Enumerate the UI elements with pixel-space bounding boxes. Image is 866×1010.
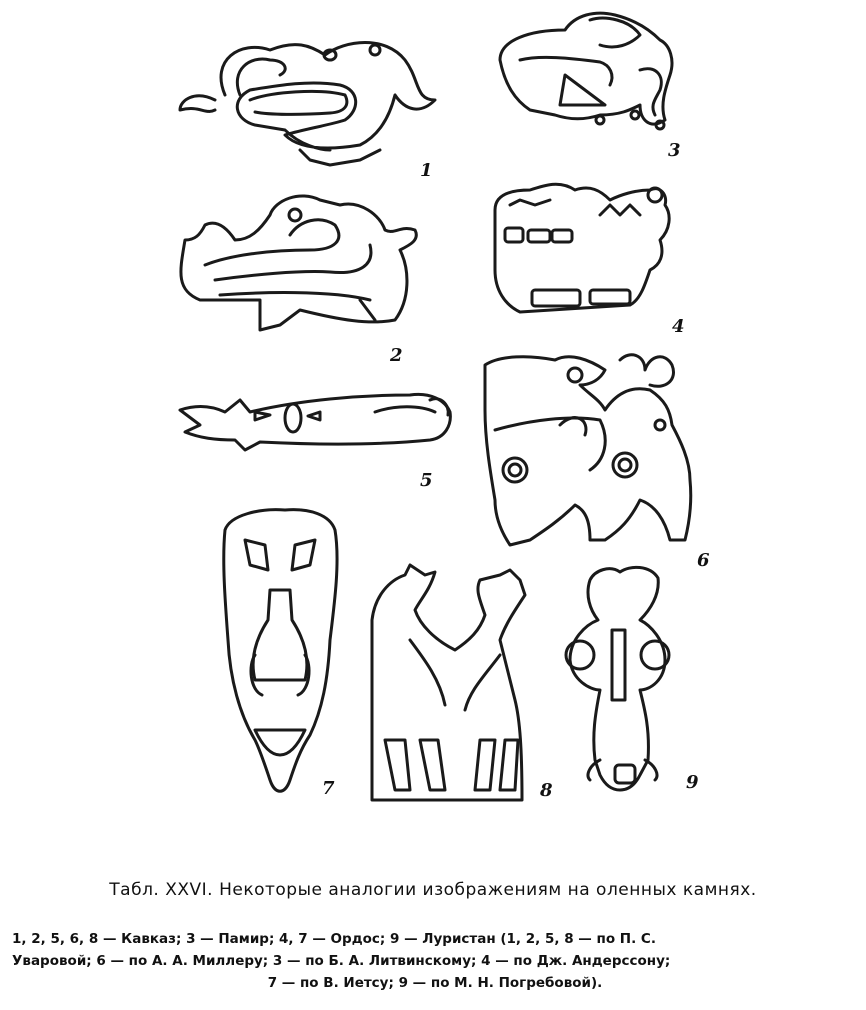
figure-7-drawing [224,510,337,792]
figure-number-1: 1 [420,160,433,181]
source-notes [12,928,858,994]
figure-5-drawing [180,394,450,450]
figure-number-9: 9 [686,772,699,793]
notes-line-2: Уваровой; 6 — по А. А. Миллеру; 3 — по Б. А. Литвинскому; 4 — по Дж. Андерссону; [12,953,671,969]
figure-number-3: 3 [668,140,681,161]
caption-title: Некоторые аналогии изображениям на оленных камнях. [219,880,757,900]
figure-number-8: 8 [540,780,553,801]
figure-number-4: 4 [672,316,685,337]
table-caption [0,880,866,900]
notes-line-3: 7 — по В. Иетсу; 9 — по М. Н. Погребовой). [267,975,603,991]
figure-number-5: 5 [420,470,433,491]
figure-2-drawing [181,196,416,330]
caption-label: Табл. XXVI. [109,880,214,900]
notes-line-1: 1, 2, 5, 6, 8 — Кавказ; 3 — Памир; 4, 7 — Ордос; 9 — Луристан (1, 2, 5, 8 — по П. С. [12,931,656,947]
figure-6-drawing [485,355,691,545]
figure-4-drawing [495,184,669,312]
figure-number-6: 6 [697,550,710,571]
figure-8-drawing [372,565,525,800]
figure-number-2: 2 [390,345,403,366]
figure-3-drawing [500,13,672,129]
figure-1-drawing [180,43,435,166]
figure-number-7: 7 [322,778,335,799]
figure-9-drawing [566,567,669,790]
